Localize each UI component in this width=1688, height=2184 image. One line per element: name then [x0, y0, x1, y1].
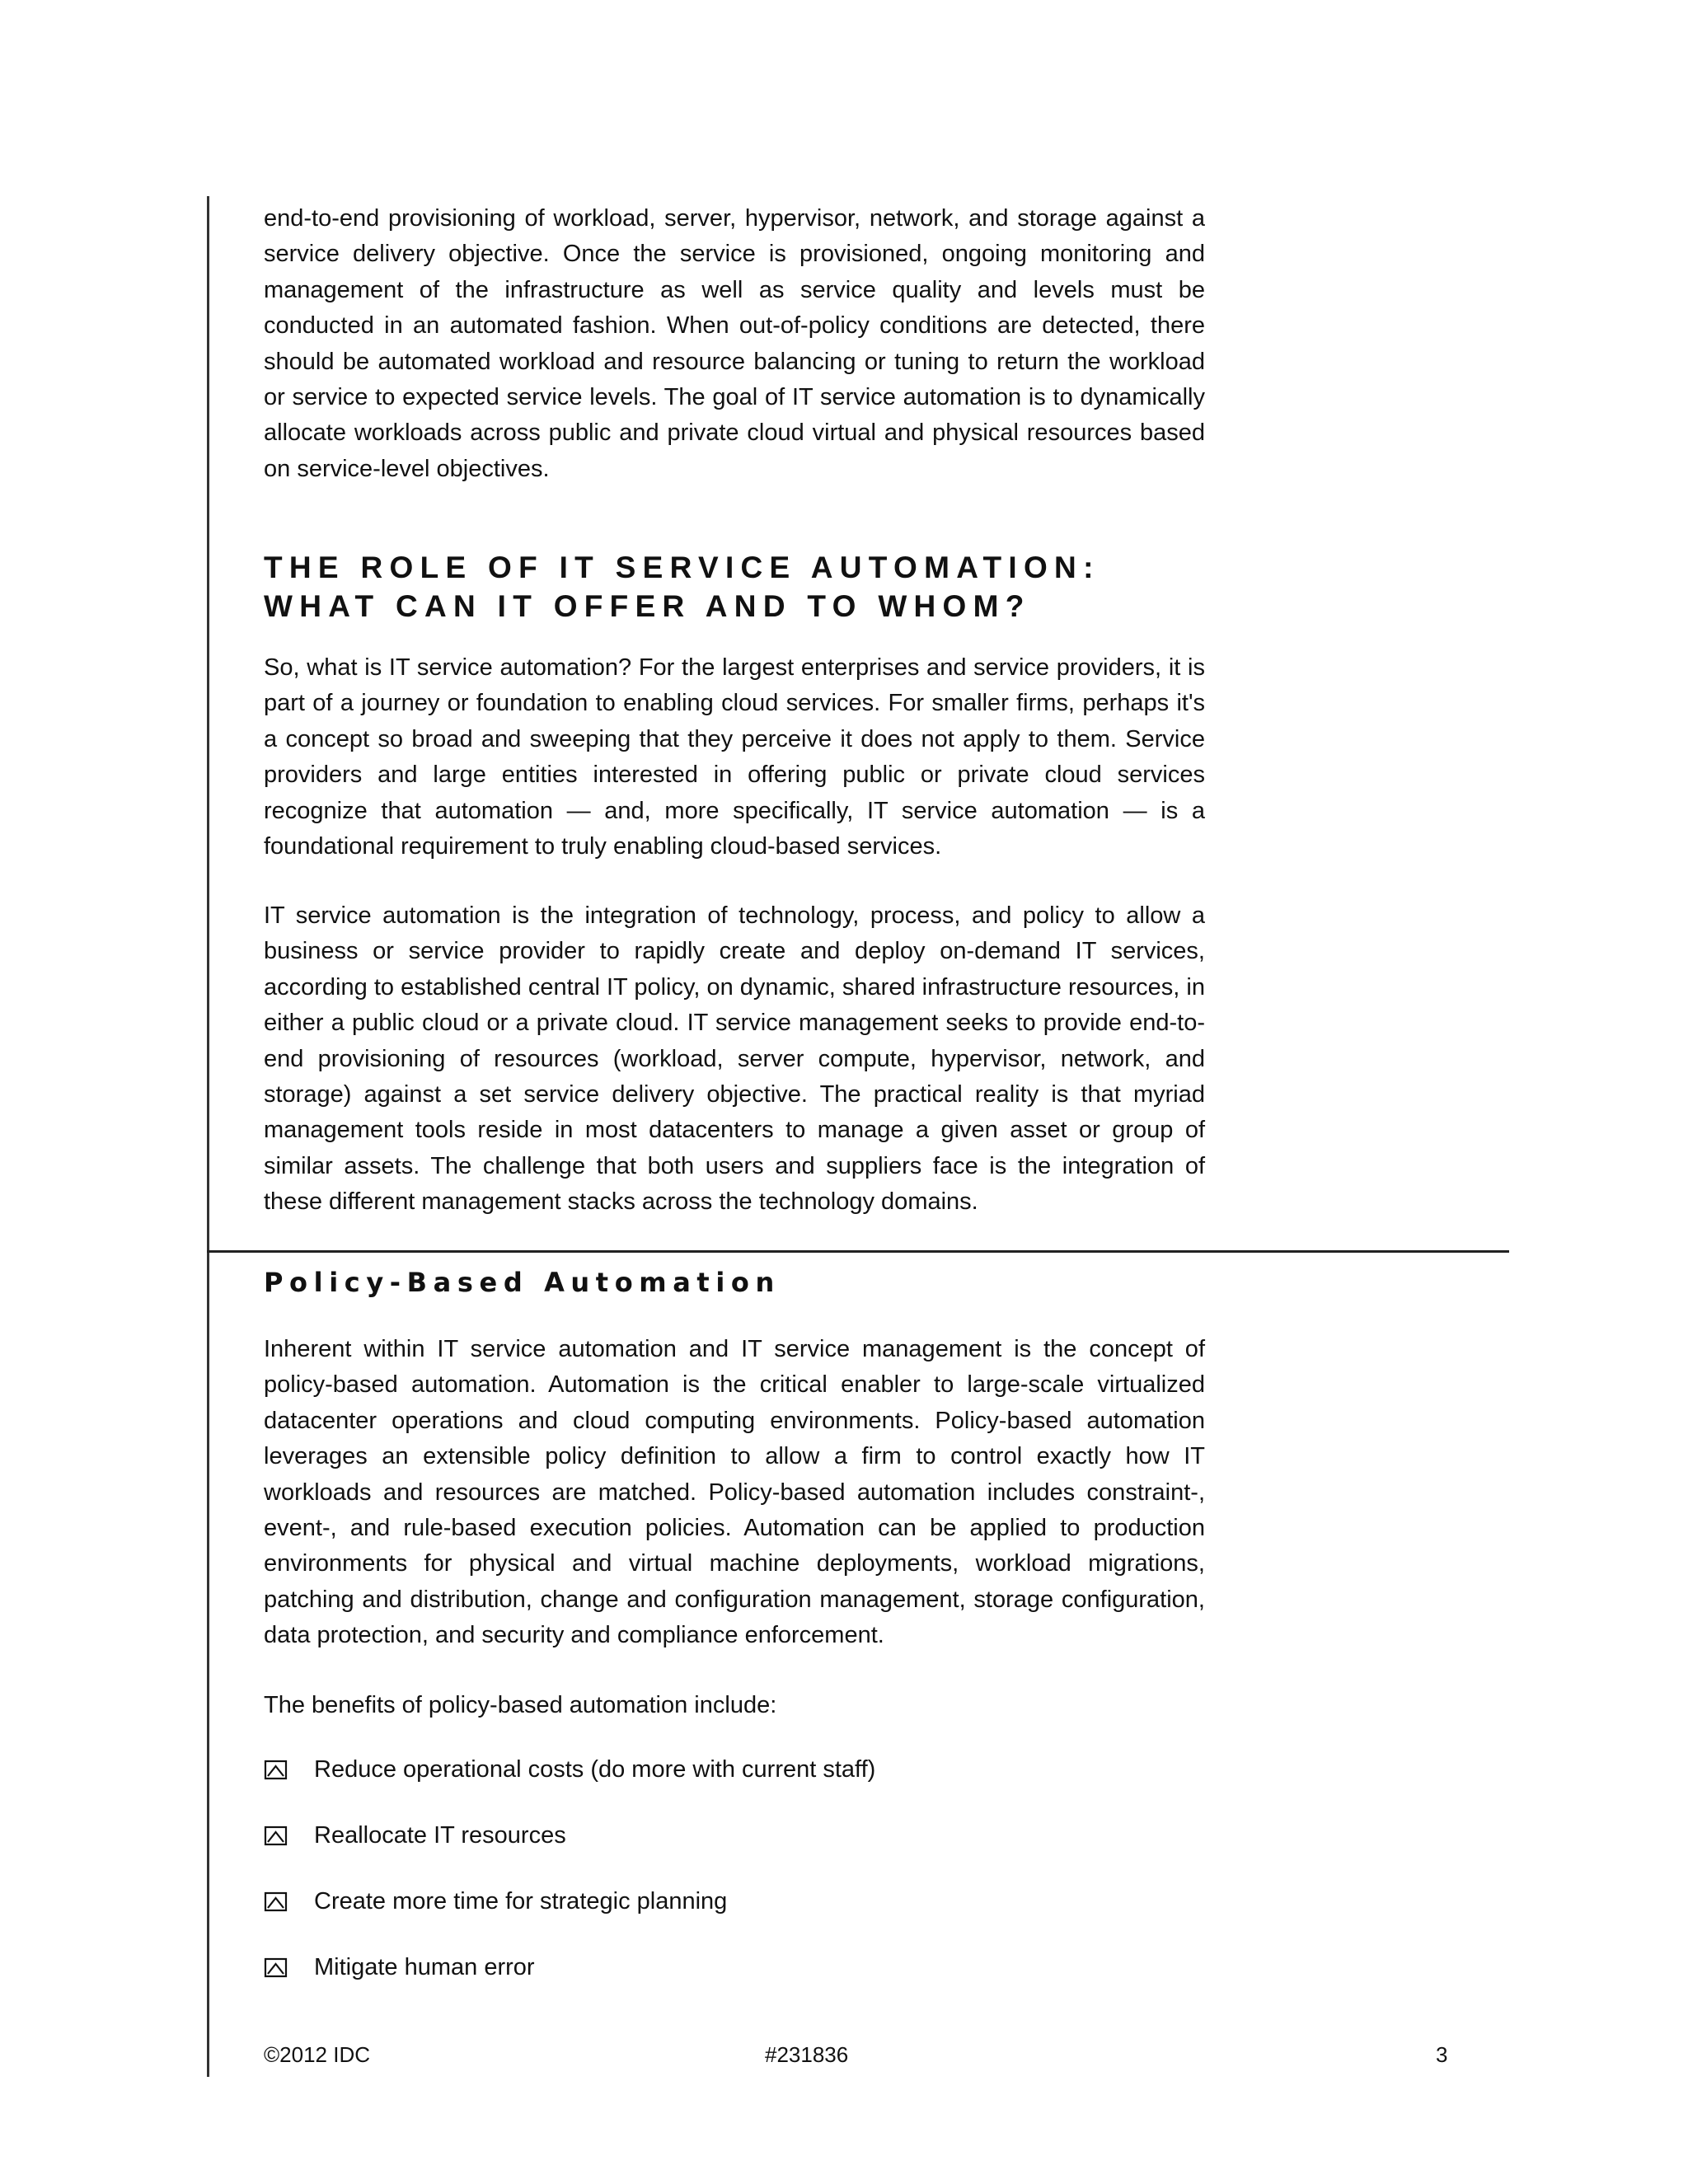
intro-paragraph: end-to-end provisioning of workload, server, hypervisor, network, and storage against a service delivery objective. Once the service is provisioned, ongoing monitoring and management of the infrastructure as well as service quality and levels must be conducted in an automated fashion. When out-of-policy conditions are detected, there should be automated workload and resource balancing or tuning to return the workload or service to expected service levels. The goal of IT service automation is to dynamically allocate workloads across public and private cloud virtual and physical resources based on service-level objectives.	[264, 205, 1205, 482]
subsection-heading: Policy-Based Automation	[264, 1267, 781, 1298]
list-item-text: Reallocate IT resources	[314, 1822, 566, 1849]
ballot-box-icon	[264, 1956, 288, 1980]
policy-paragraph-1: Inherent within IT service automation and IT service management is the concept of policy-based automation. Automation is the critical enabler to large-scale virtualized datacenter operations and cloud computing environments. Policy-based automation leverages an extensible policy definition to allow a firm to control exactly how IT workloads and resources are matched. Policy-based automation includes constraint-, event-, and rule-based execution policies. Automation can be applied to production environments for physical and virtual machine deployments, workload migrations, patching and distribution, change and configuration management, storage configuration, data protection, and security and compliance enforcement.	[264, 1336, 1205, 1649]
list-item	[264, 1752, 875, 1788]
ballot-box-icon	[264, 1758, 288, 1782]
footer-doc-number: #231836	[765, 2042, 849, 2067]
list-item	[264, 1884, 875, 1919]
section-heading-line-1: THE ROLE OF IT SERVICE AUTOMATION:	[264, 551, 1100, 584]
role-paragraph-2: IT service automation is the integration of technology, process, and policy to allow a business or service provider to rapidly create and deploy on-demand IT services, according to established central IT policy, on dynamic, shared infrastructure resources, in either a public cloud or a private cloud. IT service management seeks to provide end-to-end provisioning of resources (workload, server compute, hypervisor, network, and storage) against a set service delivery objective. The practical reality is that myriad management tools reside in most datacenters to manage a given asset or group of similar assets. The challenge that both users and suppliers face is the integration of these different management stacks across the technology domains.	[264, 902, 1205, 1216]
ballot-box-icon	[264, 1890, 288, 1914]
footer-page-number: 3	[1436, 2042, 1448, 2067]
list-item	[264, 1818, 875, 1854]
section-heading	[264, 548, 1335, 626]
section-divider	[207, 1250, 1509, 1253]
list-item-text: Reduce operational costs (do more with current staff)	[314, 1756, 876, 1783]
left-margin-rule	[207, 196, 209, 2077]
role-paragraph-1: So, what is IT service automation? For the largest enterprises and service providers, it is part of a journey or foundation to enabling cloud services. For smaller firms, perhaps it's a concept so broad and sweeping that they perceive it does not apply to them. Service providers and large entities interested in offering public or private cloud services recognize that automation — and, more specifically, IT service automation — is a foundational requirement to truly enabling cloud-based services.	[264, 654, 1205, 860]
footer-copyright: ©2012 IDC	[264, 2042, 370, 2067]
benefits-list	[264, 1752, 875, 2016]
list-item-text: Create more time for strategic planning	[314, 1888, 728, 1915]
policy-paragraph-2: The benefits of policy-based automation include:	[264, 1692, 777, 1718]
list-item	[264, 1950, 875, 1985]
section-heading-line-2: WHAT CAN IT OFFER AND TO WHOM?	[264, 589, 1031, 623]
list-item-text: Mitigate human error	[314, 1954, 535, 1980]
ballot-box-icon	[264, 1824, 288, 1848]
